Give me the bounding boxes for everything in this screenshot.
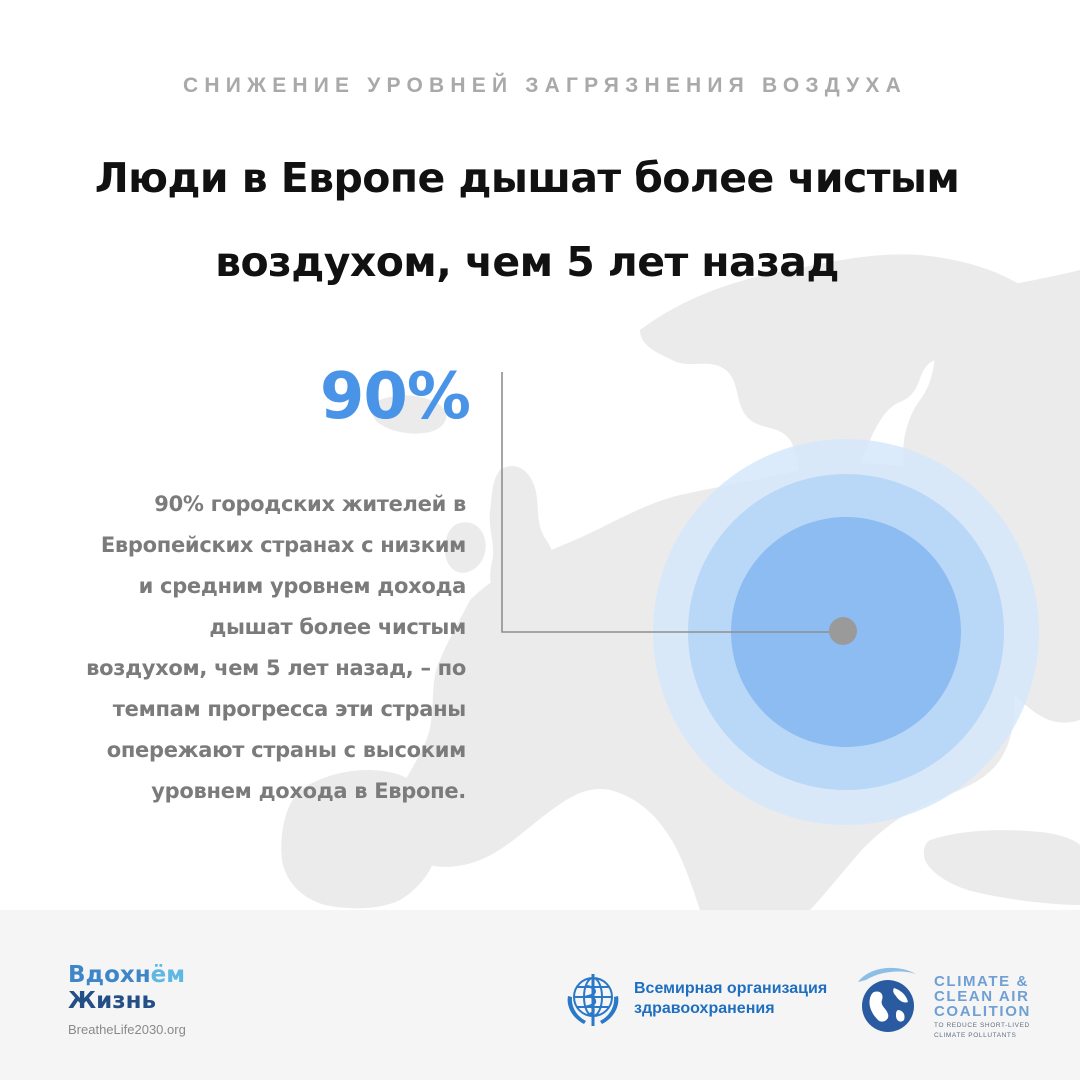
stat-value: 90% xyxy=(319,360,470,434)
breathelife-logo-line-1 xyxy=(68,962,186,988)
who-logo-line: Всемирная организация xyxy=(634,980,828,997)
headline-line-1: Люди в Европе дышат более чистым xyxy=(94,154,960,202)
stat-line: Европейских странах с низким xyxy=(100,533,466,557)
headline-line-2: воздухом, чем 5 лет назад xyxy=(215,238,839,286)
ccac-title-line: COALITION xyxy=(934,1003,1031,1020)
stat-line: дышат более чистым xyxy=(209,615,466,639)
stat-line: темпам прогресса эти страны xyxy=(112,697,466,721)
stat-line: уровнем дохода в Европе. xyxy=(151,779,466,803)
headline xyxy=(0,136,1054,304)
ccac-subtitle-line: TO REDUCE SHORT-LIVED xyxy=(934,1022,1030,1029)
kicker-title: СНИЖЕНИЕ УРОВНЕЙ ЗАГРЯЗНЕНИЯ ВОЗДУХА xyxy=(182,74,907,97)
breathelife-url: BreatheLife2030.org xyxy=(68,1022,186,1037)
ccac-subtitle-line: CLIMATE POLLUTANTS xyxy=(934,1032,1017,1039)
ccac-logo-text xyxy=(934,974,1031,1039)
breathelife-logo-part: Вдохн xyxy=(68,962,151,988)
stat-description xyxy=(28,484,466,812)
stat-line: воздухом, чем 5 лет назад, – по xyxy=(86,656,466,680)
breathelife-logo-line-2: Жизнь xyxy=(68,988,157,1014)
globe-icon xyxy=(852,964,924,1036)
who-logo xyxy=(560,966,827,1032)
stat-line: 90% городских жителей в xyxy=(154,492,466,516)
ccac-logo xyxy=(852,964,1031,1039)
breathelife-logo xyxy=(68,962,186,1037)
who-logo-line: здравоохранения xyxy=(634,1000,775,1017)
stat-line: и средним уровнем дохода xyxy=(138,574,466,598)
location-marker xyxy=(829,617,857,645)
stat-line: опережают страны с высоким xyxy=(106,738,466,762)
ccac-title-line: CLEAN AIR xyxy=(934,988,1030,1005)
ccac-title-line: CLIMATE & xyxy=(934,973,1029,990)
breathelife-logo-part: ём xyxy=(150,962,186,988)
who-emblem-icon xyxy=(560,966,626,1032)
who-logo-text xyxy=(634,979,827,1019)
